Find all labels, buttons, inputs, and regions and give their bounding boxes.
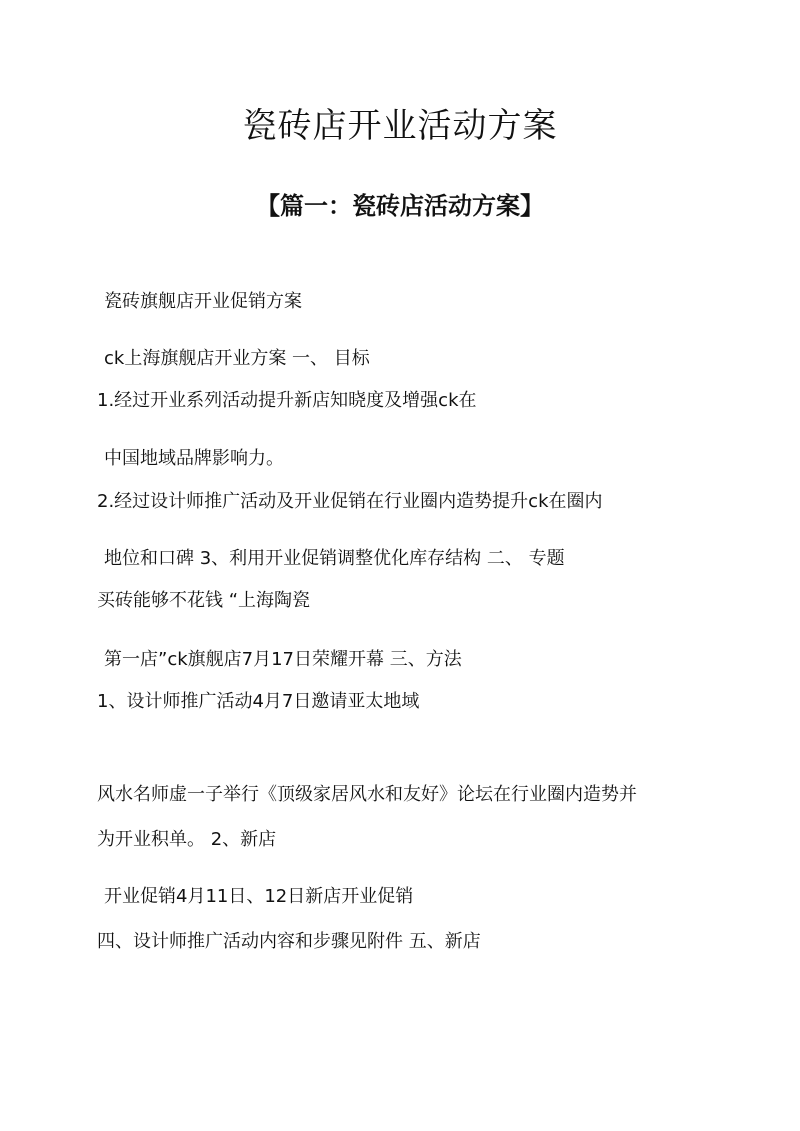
section-heading: 【篇一：瓷砖店活动方案】 — [256, 192, 544, 220]
paragraph-line-5: 2.经过设计师推广活动及开业促销在行业圈内造势提升ck在圈内 — [97, 491, 603, 512]
paragraph-line-10: 风水名师虚一子举行《顶级家居风水和友好》论坛在行业圈内造势并 — [97, 784, 637, 805]
paragraph-line-2: ck上海旗舰店开业方案 一、 目标 — [104, 348, 370, 369]
paragraph-line-6: 地位和口碑 3、利用开业促销调整优化库存结构 二、 专题 — [104, 548, 565, 569]
paragraph-line-4: 中国地域品牌影响力。 — [104, 448, 284, 469]
document-title: 瓷砖店开业活动方案 — [242, 106, 558, 146]
paragraph-line-3: 1.经过开业系列活动提升新店知晓度及增强ck在 — [97, 390, 477, 411]
paragraph-line-11: 为开业积单。 2、新店 — [97, 829, 277, 850]
paragraph-line-9: 1、设计师推广活动4月7日邀请亚太地域 — [97, 691, 420, 712]
paragraph-line-8: 第一店”ck旗舰店7月17日荣耀开幕 三、方法 — [104, 649, 462, 670]
paragraph-line-1: 瓷砖旗舰店开业促销方案 — [104, 291, 302, 312]
paragraph-line-13: 四、设计师推广活动内容和步骤见附件 五、新店 — [97, 931, 481, 952]
paragraph-line-7: 买砖能够不花钱 “上海陶瓷 — [97, 590, 311, 611]
paragraph-line-12: 开业促销4月11日、12日新店开业促销 — [104, 886, 414, 907]
